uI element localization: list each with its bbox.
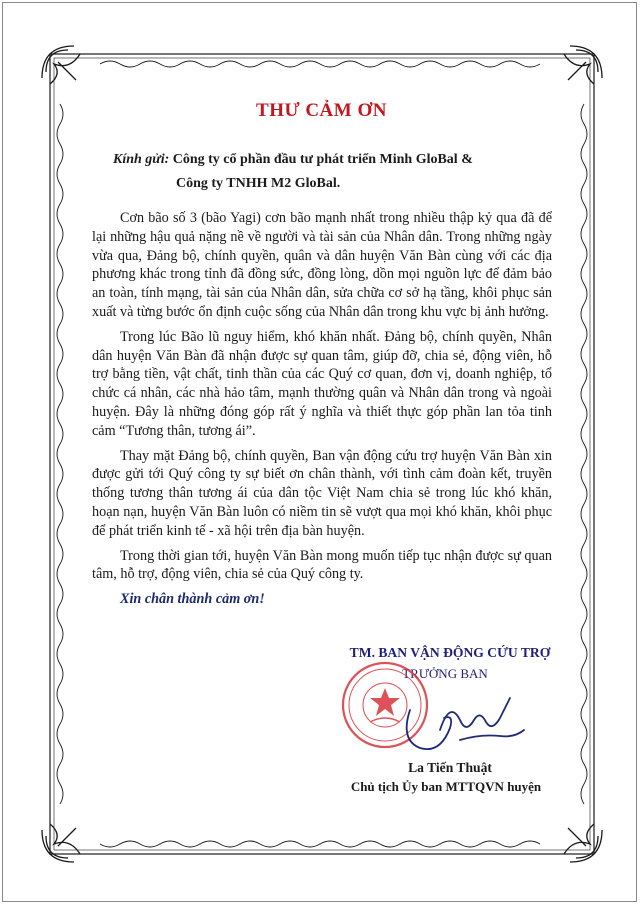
recipient-line-2: Công ty TNHH M2 GloBal. [176, 176, 341, 191]
signer-position: Chủ tịch Ủy ban MTTQVN huyện [350, 779, 542, 794]
signer-name: La Tiến Thuật [408, 760, 492, 775]
handwritten-signature-icon [390, 690, 530, 760]
paragraph: Cơn bão số 3 (bão Yagi) cơn bão mạnh nhất trong nhiều thập kỷ qua đã để lại những hậu quả nặng nề về người và tài sản của Nhân dân. Trong những ngày vừa qua, Đảng bộ, chính quyền, quân và dân huyện Văn Bàn cùng với các địa phương khác trong tỉnh đã đồng sức, đồng lòng, dồn mọi nguồn lực để đảm bảo an toàn, tính mạng, tài sản của Nhân dân, sửa chữa cơ sở hạ tầng, khôi phục sản xuất và từng bước ổn định cuộc sống của Nhân dân trong khu vực bị ảnh hưởng. [92, 210, 552, 320]
closing-line: Xin chân thành cảm ơn! [120, 591, 265, 608]
paragraph: Thay mặt Đảng bộ, chính quyền, Ban vận động cứu trợ huyện Văn Bàn xin được gửi tới Quý công ty sự biết ơn chân thành, với tình cảm đoàn kết, truyền thống tương thân tương ái của dân tộc Việt Nam chia sẻ trong lúc khó khăn, hoạn nạn, huyện Văn Bàn luôn có niềm tin sẽ vượt qua mọi khó khăn, khôi phục để phát triển kinh tế - xã hội trên địa bàn huyện. [92, 447, 552, 539]
signature-org: TM. BAN VẬN ĐỘNG CỨU TRỢ [349, 645, 551, 660]
recipient-line-1: Công ty cổ phần đầu tư phát triển Minh GloBal & [172, 152, 473, 167]
letter-title: THƯ CẢM ƠN [256, 100, 387, 121]
paragraph: Trong lúc Bão lũ nguy hiểm, khó khăn nhất. Đảng bộ, chính quyền, Nhân dân huyện Văn Bàn đã nhận được sự quan tâm, giúp đỡ, chia sẻ, động viên, hỗ trợ bằng tiền, vật chất, tinh thần của các Quý cơ quan, đơn vị, doanh nghiệp, tổ chức cá nhân, các nhà hảo tâm, mạnh thường quân và Nhân dân trong và ngoài huyện. Đây là những đóng góp rất ý nghĩa và thiết thực góp phần lan tỏa tinh cảm “Tương thân, tương ái”. [92, 328, 552, 439]
letter-body [92, 209, 552, 615]
recipient-label: Kính gửi: [113, 152, 170, 167]
signature-role: TRƯỞNG BAN [402, 666, 488, 681]
paragraph: Trong thời gian tới, huyện Văn Bàn mong muốn tiếp tục nhận được sự quan tâm, hỗ trợ, động viên, chia sẻ của Quý công ty. [92, 547, 552, 583]
recipient-block [113, 148, 473, 196]
